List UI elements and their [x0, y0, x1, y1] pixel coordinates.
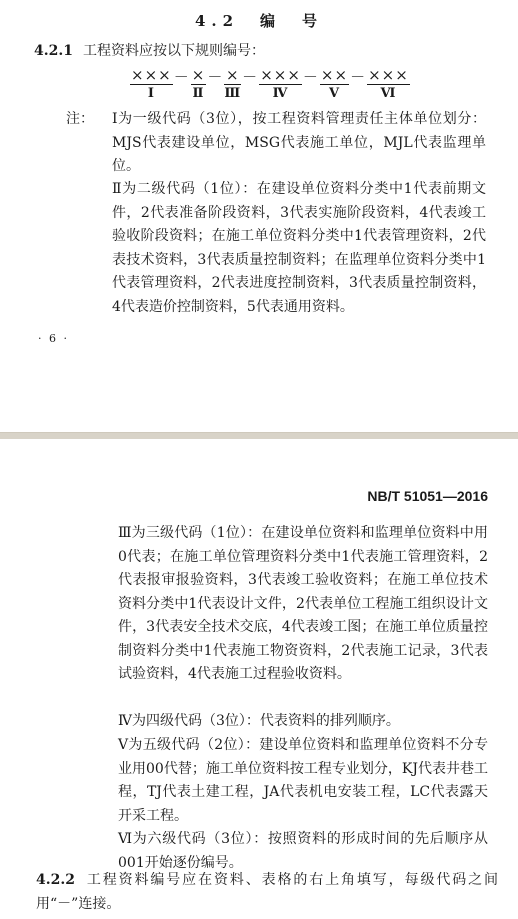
page-number: · 6 ·: [38, 332, 69, 345]
code-placeholder: ×××: [131, 66, 172, 84]
note-level-4: Ⅳ为四级代码（3位）：代表资料的排列顺序。: [118, 713, 400, 729]
clause-number: 4.2.2: [36, 872, 75, 888]
standard-number: NB/T 51051—2016: [367, 488, 488, 504]
note-level-3: Ⅲ为三级代码（1位）：在建设单位资料和监理单位资料中用0代表；在施工单位管理资料分类中1代表施工管理资料，2代表报审报验资料，3代表竣工验收资料；在施工单位技术资料分类中1代表设计文件，2代表单位工程施工组织设计文件，3代表安全技术交底，4代表竣工图；在施工单位质量控制资料分类中1代表施工物资资料，2代表施工记录，3代表试验资料，4代表施工过程验收资料。: [118, 525, 488, 682]
clause-text: 工程资料应按以下规则编号：: [82, 43, 265, 59]
note-label: 注：: [66, 111, 94, 127]
clause-4-2-2: [36, 869, 498, 916]
code-level-label: Ⅳ: [272, 86, 289, 101]
code-level-label: Ⅲ: [224, 86, 242, 101]
clause-text: 工程资料编号应在资料、表格的右上角填写，每级代码之间用“－”连接。: [36, 872, 498, 912]
code-group-3: [224, 66, 241, 102]
code-group-2: [191, 66, 207, 102]
code-group-5: [320, 66, 349, 102]
code-group-1: [130, 66, 173, 102]
code-separator: －: [173, 68, 190, 86]
code-placeholder: ×××: [368, 66, 409, 84]
code-level-label: Ⅰ: [147, 86, 155, 101]
code-separator: －: [302, 68, 319, 86]
note-level-2: Ⅱ为二级代码（1位）：在建设单位资料分类中1代表前期文件，2代表准备阶段资料，3代表实施阶段资料，4代表竣工验收阶段资料；在施工单位资料分类中1代表管理资料，2代表技术资料，3代表质量控制资料；在监理单位资料分类中1代表管理资料，2代表进度控制资料，3代表质量控制资料，4代表造价控制资料，5代表通用资料。: [112, 181, 486, 315]
code-format: [130, 66, 410, 102]
code-placeholder: ×: [191, 66, 206, 84]
code-level-label: Ⅴ: [328, 86, 341, 101]
code-separator: －: [242, 68, 259, 86]
note-level-6: Ⅵ为六级代码（3位）：按照资料的形成时间的先后顺序从001开始逐份编号。: [118, 831, 488, 871]
code-separator: －: [350, 68, 367, 86]
code-placeholder: ×××: [260, 66, 301, 84]
code-group-4: [259, 66, 302, 102]
code-separator: －: [207, 68, 224, 86]
code-placeholder: ××: [320, 66, 349, 84]
clause-4-2-1: [34, 40, 265, 62]
clause-number: 4.2.1: [34, 43, 73, 59]
code-level-label: Ⅵ: [380, 86, 397, 101]
note-level-1: Ⅰ为一级代码（3位），按工程资料管理责任主体单位划分：MJS代表建设单位，MSG代表施工单位，MJL代表监理单位。: [112, 111, 486, 174]
code-placeholder: ×: [225, 66, 240, 84]
note-level-5: Ⅴ为五级代码（2位）：建设单位资料和监理单位资料不分专业用00代替；施工单位资料按工程专业划分，KJ代表井巷工程，TJ代表土建工程，JA代表机电安装工程，LC代表露天开采工程。: [118, 737, 488, 824]
code-level-label: Ⅱ: [192, 86, 205, 101]
code-group-6: [367, 66, 410, 102]
section-title: 4.2 编 号: [194, 12, 324, 30]
top-page: [0, 0, 518, 432]
